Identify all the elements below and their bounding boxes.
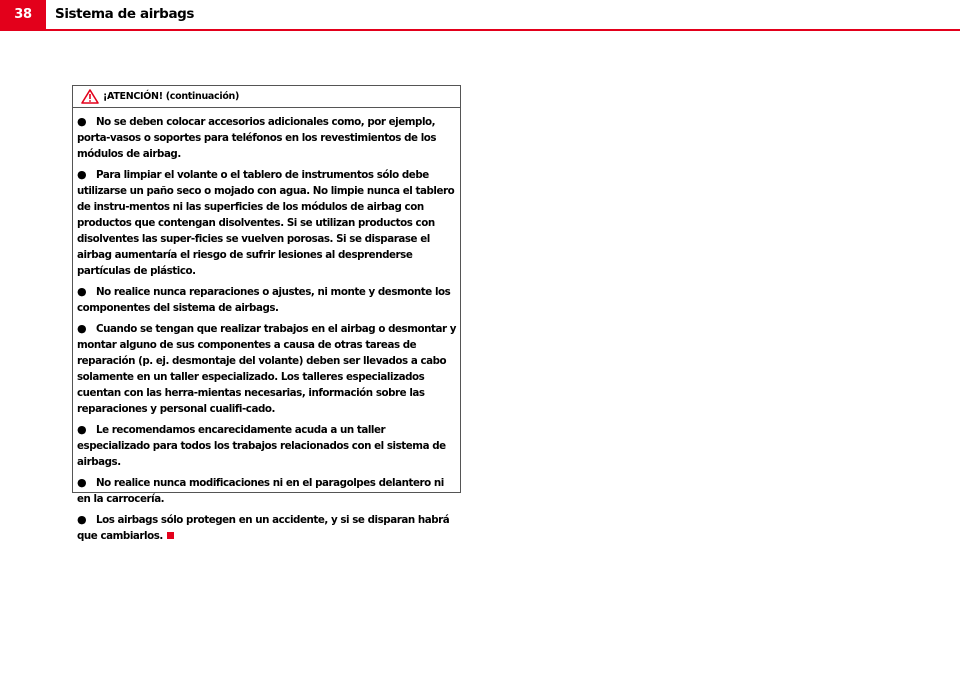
page-title: Sistema de airbags: [55, 6, 195, 22]
warning-body: [73, 108, 460, 544]
bullet-icon: ●: [77, 423, 87, 436]
bullet-icon: ●: [77, 476, 87, 489]
page-header: [0, 0, 960, 31]
bullet-icon: ●: [77, 322, 87, 335]
list-item: ● No realice nunca modificaciones ni en el paragolpes delantero ni en la carrocería.: [77, 476, 444, 505]
page-number: 38: [0, 0, 46, 29]
list-item: ● Para limpiar el volante o el tablero de instrumentos sólo debe utilizarse un paño seco o mojado con agua. No limpie nunca el tablero de instru-mentos ni las superficies de los módulos de airbag con productos que contengan disolventes. Si se utilizan productos con disolventes las super-ficies se vuelven porosas. Si se disparase el airbag aumentaría el riesgo de sufrir lesiones al desprenderse partículas de plástico.: [77, 168, 455, 277]
list-item: ● No realice nunca reparaciones o ajustes, ni monte y desmonte los componentes del sistema de airbags.: [77, 285, 451, 314]
bullet-icon: ●: [77, 115, 87, 128]
bullet-icon: ●: [77, 285, 87, 298]
list-item: ● Cuando se tengan que realizar trabajos en el airbag o desmontar y montar alguno de sus componentes a causa de otras tareas de reparación (p. ej. desmontaje del volante) deben ser llevados a cabo solamente en un taller especializado. Los talleres especializados cuentan con las herra-mientas necesarias, información sobre las reparaciones y personal cualifi-cado.: [77, 322, 456, 415]
bullet-icon: ●: [77, 513, 87, 526]
list-item: ● Los airbags sólo protegen en un accidente, y si se disparan habrá que cambiarlos.: [77, 513, 450, 542]
bullet-icon: ●: [77, 168, 87, 181]
warning-triangle-icon: [81, 89, 99, 104]
list-item: ● No se deben colocar accesorios adicionales como, por ejemplo, porta-vasos o soportes para teléfonos en los revestimientos de los módulos de airbag.: [77, 115, 437, 160]
header-rule: [0, 29, 960, 31]
end-of-section-icon: [167, 532, 174, 539]
warning-header: [73, 86, 460, 108]
warning-box: [72, 85, 461, 542]
warning-title: ¡ATENCIÓN! (continuación): [103, 91, 240, 102]
list-item: ● Le recomendamos encarecidamente acuda a un taller especializado para todos los trabajos relacionados con el sistema de airbags.: [77, 423, 446, 468]
